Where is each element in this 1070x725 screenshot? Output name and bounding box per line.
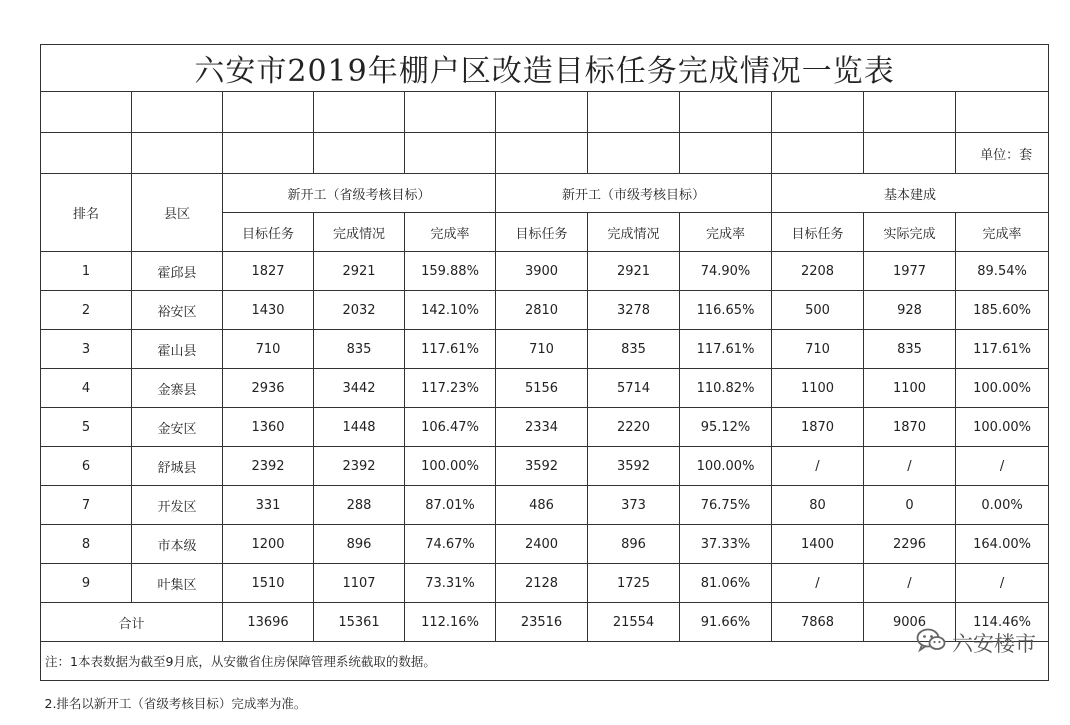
- total-cell: 9006: [864, 603, 956, 642]
- value-cell: 74.67%: [405, 525, 496, 564]
- total-cell: 114.46%: [956, 603, 1049, 642]
- value-cell: 2810: [496, 291, 588, 330]
- value-cell: 288: [314, 486, 405, 525]
- value-cell: 159.88%: [405, 252, 496, 291]
- value-cell: 106.47%: [405, 408, 496, 447]
- value-cell: 5714: [588, 369, 680, 408]
- county-cell: 市本级: [132, 525, 223, 564]
- header-col: 完成率: [405, 213, 496, 252]
- value-cell: 1510: [223, 564, 314, 603]
- header-col: 完成率: [956, 213, 1049, 252]
- total-cell: 112.16%: [405, 603, 496, 642]
- county-cell: 开发区: [132, 486, 223, 525]
- table-row: [41, 408, 1049, 447]
- value-cell: 1400: [772, 525, 864, 564]
- rank-cell: 4: [41, 369, 132, 408]
- value-cell: 3900: [496, 252, 588, 291]
- header-col: 完成率: [680, 213, 772, 252]
- rank-cell: 8: [41, 525, 132, 564]
- value-cell: 710: [772, 330, 864, 369]
- value-cell: 3442: [314, 369, 405, 408]
- header-col: 完成情况: [314, 213, 405, 252]
- value-cell: 2392: [314, 447, 405, 486]
- unit-row: [41, 133, 1049, 174]
- value-cell: 76.75%: [680, 486, 772, 525]
- value-cell: 5156: [496, 369, 588, 408]
- data-table: [40, 44, 1049, 725]
- value-cell: 2220: [588, 408, 680, 447]
- header-group-provincial: 新开工（省级考核目标）: [223, 174, 496, 213]
- value-cell: 2921: [588, 252, 680, 291]
- header-county: 县区: [132, 174, 223, 252]
- value-cell: 2032: [314, 291, 405, 330]
- table-row: [41, 525, 1049, 564]
- value-cell: 896: [314, 525, 405, 564]
- value-cell: 1100: [864, 369, 956, 408]
- value-cell: 1200: [223, 525, 314, 564]
- value-cell: 110.82%: [680, 369, 772, 408]
- value-cell: 2296: [864, 525, 956, 564]
- note-row: [41, 681, 1049, 725]
- wechat-icon: [916, 627, 952, 658]
- value-cell: 100.00%: [956, 408, 1049, 447]
- value-cell: 117.23%: [405, 369, 496, 408]
- total-cell: 13696: [223, 603, 314, 642]
- value-cell: 1827: [223, 252, 314, 291]
- value-cell: 3592: [588, 447, 680, 486]
- value-cell: 710: [496, 330, 588, 369]
- value-cell: 710: [223, 330, 314, 369]
- value-cell: 3278: [588, 291, 680, 330]
- rank-cell: 2: [41, 291, 132, 330]
- watermark-text: 六安楼市: [952, 628, 1036, 658]
- value-cell: 2392: [223, 447, 314, 486]
- table-row: [41, 447, 1049, 486]
- header-col: 目标任务: [772, 213, 864, 252]
- value-cell: 2400: [496, 525, 588, 564]
- header-col: 实际完成: [864, 213, 956, 252]
- county-cell: 霍山县: [132, 330, 223, 369]
- value-cell: 100.00%: [405, 447, 496, 486]
- blank-row: [41, 92, 1049, 133]
- value-cell: 3592: [496, 447, 588, 486]
- unit-label: 单位：套: [956, 133, 1049, 174]
- value-cell: 2921: [314, 252, 405, 291]
- total-label: 合计: [41, 603, 223, 642]
- value-cell: 37.33%: [680, 525, 772, 564]
- county-cell: 金安区: [132, 408, 223, 447]
- value-cell: 486: [496, 486, 588, 525]
- table-row: [41, 252, 1049, 291]
- value-cell: 1870: [864, 408, 956, 447]
- value-cell: 89.54%: [956, 252, 1049, 291]
- value-cell: 1430: [223, 291, 314, 330]
- value-cell: 1725: [588, 564, 680, 603]
- note-1: 注：1本表数据为截至9月底，从安徽省住房保障管理系统截取的数据。: [41, 642, 1049, 681]
- table-row: [41, 291, 1049, 330]
- value-cell: 835: [864, 330, 956, 369]
- table-row: [41, 486, 1049, 525]
- value-cell: 164.00%: [956, 525, 1049, 564]
- rank-cell: 9: [41, 564, 132, 603]
- table-row: [41, 369, 1049, 408]
- header-col: 目标任务: [496, 213, 588, 252]
- header-row-groups: [41, 174, 1049, 213]
- value-cell: 500: [772, 291, 864, 330]
- rank-cell: 6: [41, 447, 132, 486]
- note-2: 2.排名以新开工（省级考核目标）完成率为准。: [41, 681, 1049, 725]
- rank-cell: 7: [41, 486, 132, 525]
- value-cell: /: [772, 447, 864, 486]
- value-cell: 95.12%: [680, 408, 772, 447]
- value-cell: 117.61%: [680, 330, 772, 369]
- county-cell: 裕安区: [132, 291, 223, 330]
- total-cell: 7868: [772, 603, 864, 642]
- value-cell: 896: [588, 525, 680, 564]
- value-cell: /: [956, 564, 1049, 603]
- rank-cell: 5: [41, 408, 132, 447]
- value-cell: 373: [588, 486, 680, 525]
- county-cell: 舒城县: [132, 447, 223, 486]
- table-row: [41, 330, 1049, 369]
- table-body: [41, 252, 1049, 603]
- value-cell: 1870: [772, 408, 864, 447]
- page-title: 六安市2019年棚户区改造目标任务完成情况一览表: [41, 45, 1049, 92]
- value-cell: 2208: [772, 252, 864, 291]
- value-cell: /: [864, 447, 956, 486]
- table-row: [41, 564, 1049, 603]
- value-cell: 2128: [496, 564, 588, 603]
- value-cell: /: [864, 564, 956, 603]
- value-cell: 142.10%: [405, 291, 496, 330]
- value-cell: 185.60%: [956, 291, 1049, 330]
- value-cell: 928: [864, 291, 956, 330]
- value-cell: 2936: [223, 369, 314, 408]
- value-cell: 100.00%: [680, 447, 772, 486]
- value-cell: 0.00%: [956, 486, 1049, 525]
- county-cell: 叶集区: [132, 564, 223, 603]
- value-cell: 1977: [864, 252, 956, 291]
- value-cell: 80: [772, 486, 864, 525]
- county-cell: 金寨县: [132, 369, 223, 408]
- value-cell: 81.06%: [680, 564, 772, 603]
- total-cell: 21554: [588, 603, 680, 642]
- value-cell: 835: [314, 330, 405, 369]
- total-row: [41, 603, 1049, 642]
- value-cell: 2334: [496, 408, 588, 447]
- value-cell: 87.01%: [405, 486, 496, 525]
- value-cell: 117.61%: [956, 330, 1049, 369]
- header-rank: 排名: [41, 174, 132, 252]
- value-cell: 1360: [223, 408, 314, 447]
- value-cell: 116.65%: [680, 291, 772, 330]
- total-cell: 91.66%: [680, 603, 772, 642]
- value-cell: 73.31%: [405, 564, 496, 603]
- value-cell: 1448: [314, 408, 405, 447]
- note-row: [41, 642, 1049, 681]
- value-cell: 0: [864, 486, 956, 525]
- rank-cell: 1: [41, 252, 132, 291]
- value-cell: 331: [223, 486, 314, 525]
- total-cell: 23516: [496, 603, 588, 642]
- rank-cell: 3: [41, 330, 132, 369]
- value-cell: 74.90%: [680, 252, 772, 291]
- watermark: [916, 627, 1036, 658]
- value-cell: 1100: [772, 369, 864, 408]
- header-group-municipal: 新开工（市级考核目标）: [496, 174, 772, 213]
- county-cell: 霍邱县: [132, 252, 223, 291]
- value-cell: 117.61%: [405, 330, 496, 369]
- total-cell: 15361: [314, 603, 405, 642]
- header-group-completed: 基本建成: [772, 174, 1049, 213]
- header-col: 完成情况: [588, 213, 680, 252]
- value-cell: /: [772, 564, 864, 603]
- value-cell: 1107: [314, 564, 405, 603]
- value-cell: 100.00%: [956, 369, 1049, 408]
- value-cell: 835: [588, 330, 680, 369]
- value-cell: /: [956, 447, 1049, 486]
- header-col: 目标任务: [223, 213, 314, 252]
